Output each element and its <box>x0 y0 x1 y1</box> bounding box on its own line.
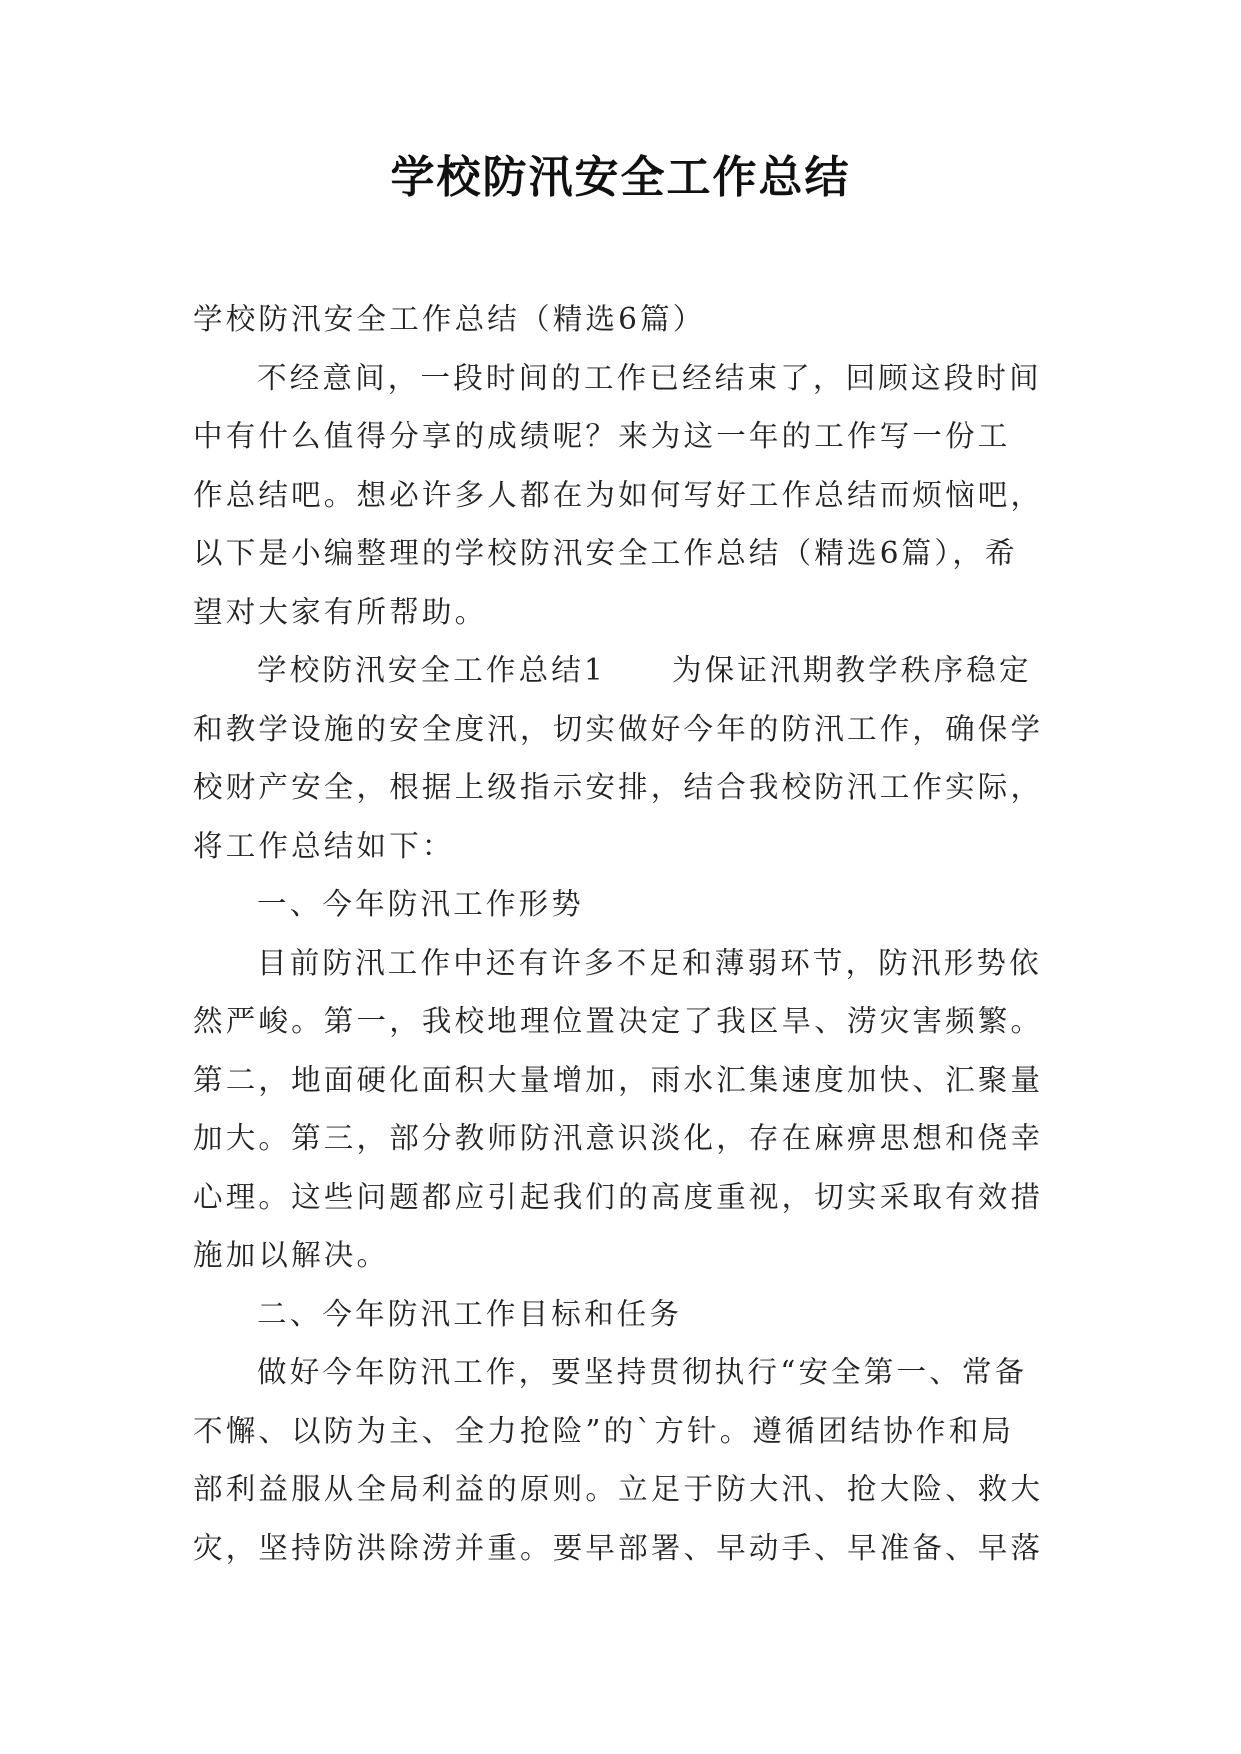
text-line <box>193 700 1049 759</box>
text-line <box>193 934 1049 993</box>
text-line <box>193 1109 1049 1168</box>
line-text: 灾，坚持防洪除涝并重。要早部署、早动手、早准备、早落 <box>193 1530 1044 1565</box>
text-line <box>193 817 1049 876</box>
line-text: 作总结吧。想必许多人都在为如何写好工作总结而烦恼吧， <box>193 477 1044 512</box>
text-line <box>193 466 1049 525</box>
text-line <box>193 1343 1049 1402</box>
line-text: 做好今年防汛工作，要坚持贯彻执行“安全第一、常备 <box>257 1355 1028 1389</box>
line-text: 不懈、以防为主、全力抢险”的`方针。遵循团结协作和局 <box>193 1413 1015 1448</box>
text-line <box>193 1460 1049 1519</box>
text-line <box>193 875 1049 934</box>
line-text: 然严峻。第一，我校地理位置决定了我区旱、涝灾害频繁。 <box>193 1004 1044 1038</box>
text-line <box>193 407 1049 466</box>
text-line <box>193 1285 1049 1344</box>
line-text: 中有什么值得分享的成绩呢？来为这一年的工作写一份工 <box>193 419 1011 453</box>
line-text: 不经意间，一段时间的工作已经结束了，回顾这段时间 <box>257 360 1042 395</box>
text-line <box>193 524 1049 583</box>
line-text: 加大。第三，部分教师防汛意识淡化，存在麻痹思想和侥幸 <box>193 1121 1044 1155</box>
line-text: 学校防汛安全工作总结（精选6篇） <box>193 302 706 336</box>
line-text: 部利益服从全局利益的原则。立足于防大汛、抢大险、救大 <box>193 1472 1044 1506</box>
text-line <box>193 641 1049 700</box>
line-text: 以下是小编整理的学校防汛安全工作总结（精选6篇），希 <box>193 536 1018 570</box>
line-text: 施加以解决。 <box>193 1238 390 1272</box>
document-body <box>193 290 1049 1577</box>
line-text: 心理。这些问题都应引起我们的高度重视，切实采取有效措 <box>193 1179 1044 1214</box>
section-heading: 学校防汛安全工作总结1 <box>257 653 606 687</box>
text-line <box>193 758 1049 817</box>
line-text: 为保证汛期教学秩序稳定 <box>671 653 1032 687</box>
line-text: 和教学设施的安全度汛，切实做好今年的防汛工作，确保学 <box>193 711 1044 746</box>
line-text: 将工作总结如下： <box>193 828 455 863</box>
text-line <box>193 1226 1049 1285</box>
text-line <box>193 1051 1049 1110</box>
text-line <box>193 992 1049 1051</box>
text-line <box>193 349 1049 408</box>
text-line <box>193 290 1049 349</box>
line-text: 第二，地面硬化面积大量增加，雨水汇集速度加快、汇聚量 <box>193 1062 1044 1097</box>
section-heading: 二、今年防汛工作目标和任务 <box>257 1296 683 1331</box>
line-text: 望对大家有所帮助。 <box>193 594 488 629</box>
section-heading: 一、今年防汛工作形势 <box>257 887 585 921</box>
text-line <box>193 1519 1049 1578</box>
line-text: 校财产安全，根据上级指示安排，结合我校防汛工作实际， <box>193 770 1044 804</box>
text-line <box>193 1402 1049 1461</box>
text-line <box>193 583 1049 642</box>
document-title: 学校防汛安全工作总结 <box>390 152 851 203</box>
text-line <box>193 1168 1049 1227</box>
line-text: 目前防汛工作中还有许多不足和薄弱环节，防汛形势依 <box>257 945 1042 980</box>
